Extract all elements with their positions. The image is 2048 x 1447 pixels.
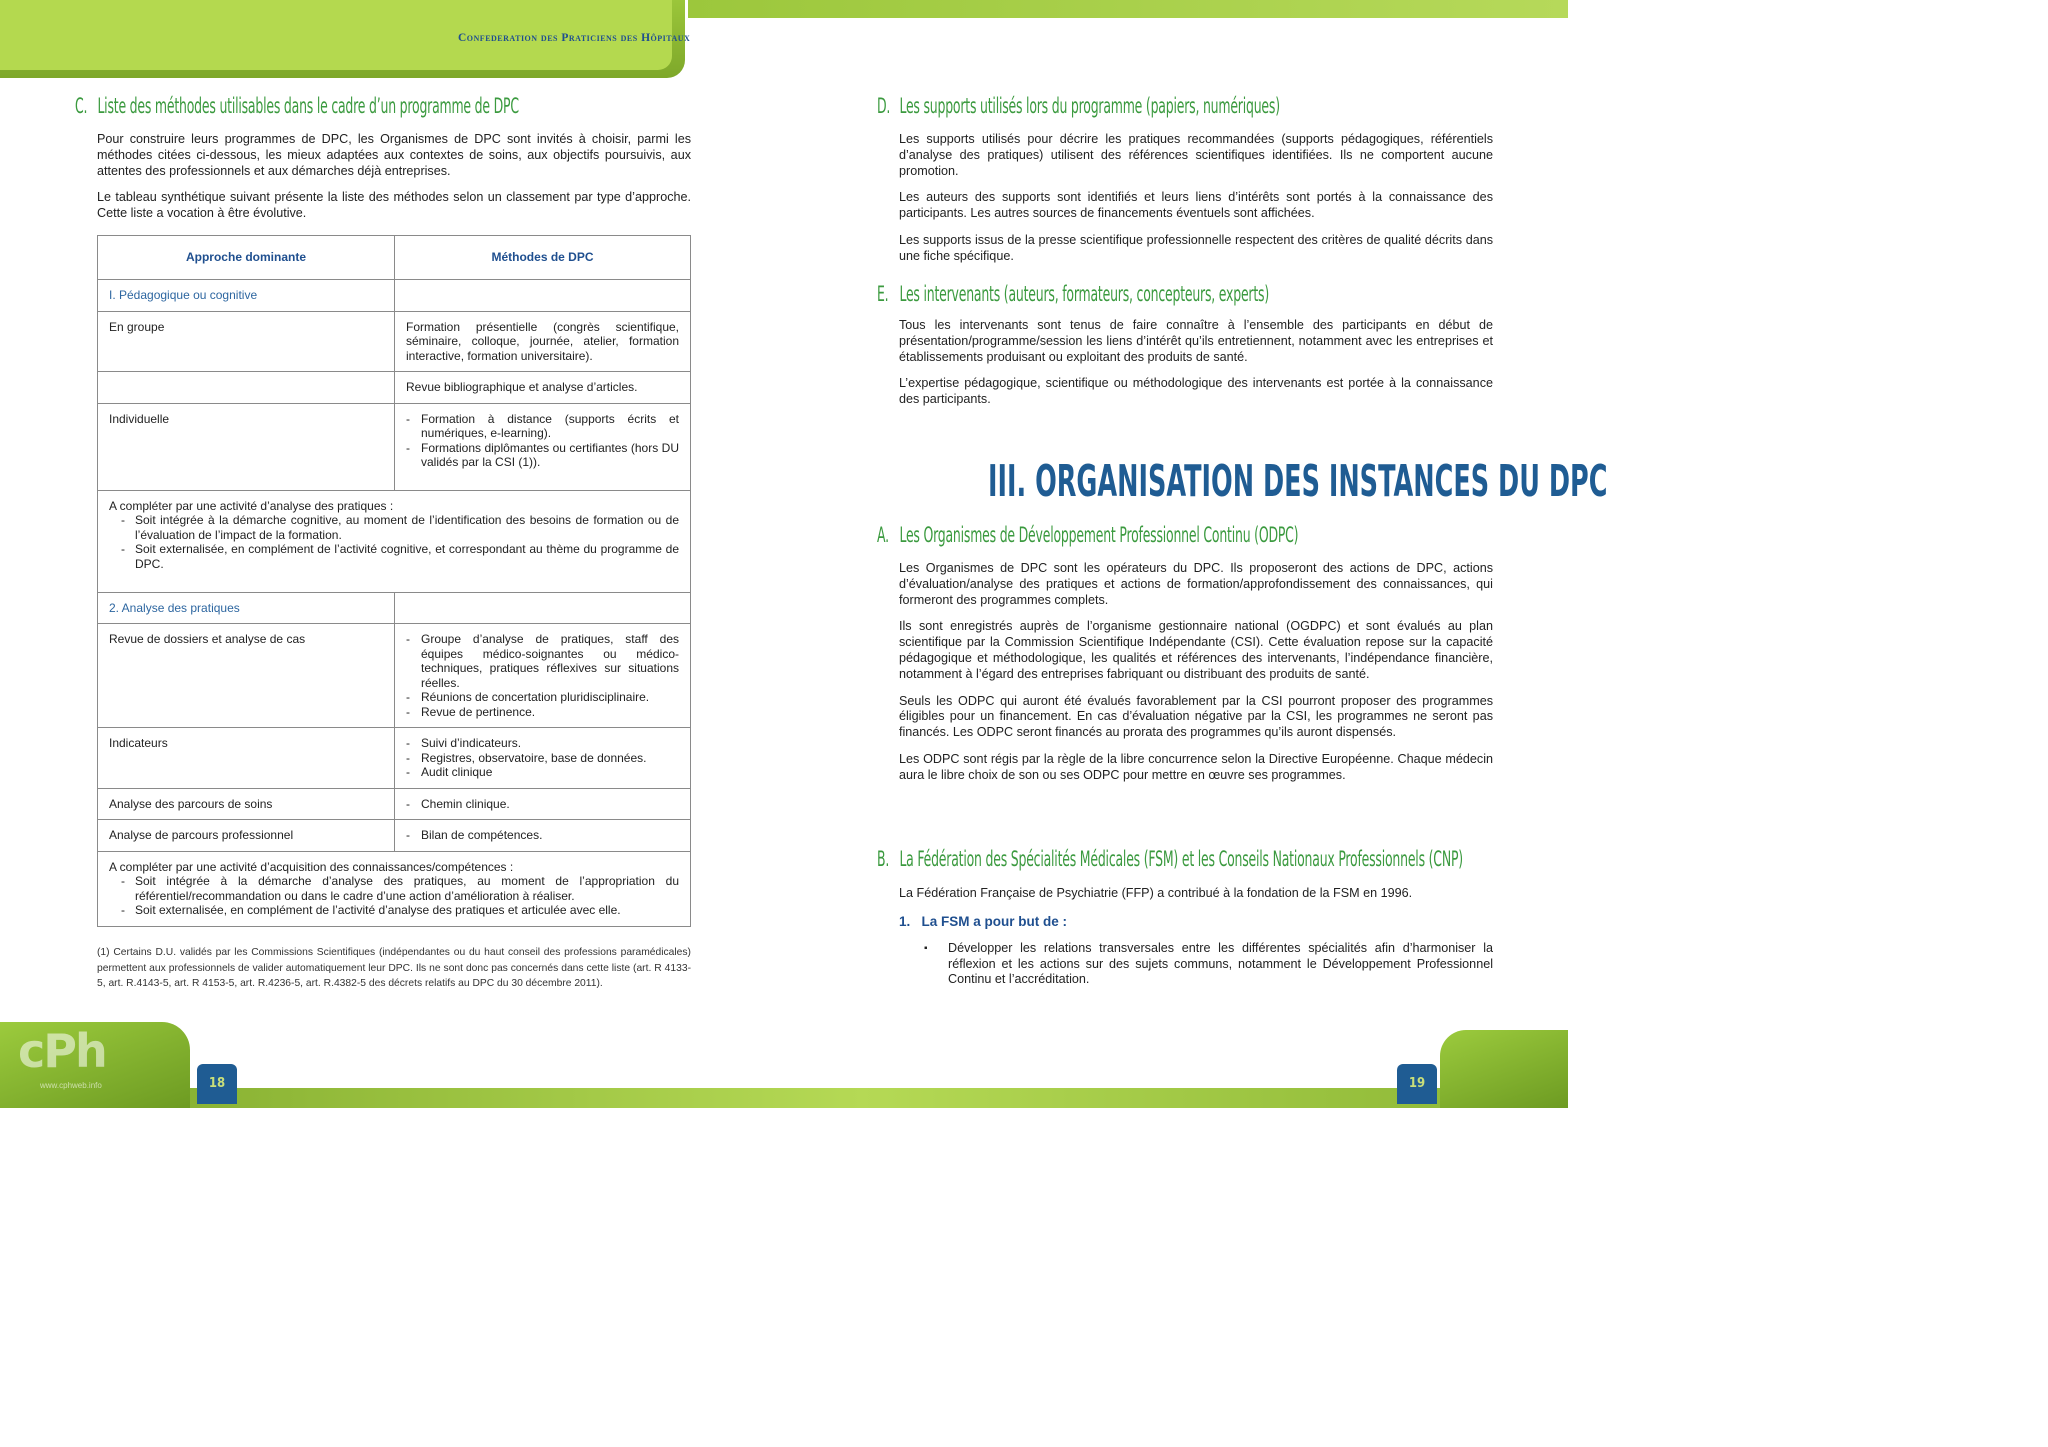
list-item: - Suivi d’indicateurs. bbox=[421, 736, 679, 751]
section-cell: 2. Analyse des pratiques bbox=[98, 592, 395, 624]
paragraph: Les supports utilisés pour décrire les pratiques recommandées (supports pédagogiques, référentiels d’analyse des pratiques) utilisent des références scientifiques identifiées. Ils ne comportent aucune promotion. bbox=[899, 132, 1493, 178]
list-item: - Registres, observatoire, base de données. bbox=[421, 751, 679, 766]
table-header-row bbox=[98, 236, 691, 280]
list-item: - Groupe d’analyse de pratiques, staff des équipes médico-soignantes ou médico-techniques, pratiques réflexives sur situations réelles. bbox=[421, 632, 679, 690]
paragraph: Ils sont enregistrés auprès de l’organisme gestionnaire national (OGDPC) et sont évalués au plan scientifique par la Commission Scientifique Indépendante (CSI). Cette évaluation repose sur la capacité pédagogique et méthodologique, les qualités et références des intervenants, l’indépendance financière, notamment à l’égard des entreprises fabriquant ou distribuant des produits de santé. bbox=[899, 619, 1493, 681]
column-header: Approche dominante bbox=[98, 236, 395, 280]
list-item: - Soit intégrée à la démarche cognitive, au moment de l’identification des besoins de formation ou de l’évaluation de l’impact de la formation. bbox=[135, 513, 679, 542]
part-title: III. ORGANISATION DES INSTANCES DU DPC bbox=[988, 456, 1608, 507]
section-d-heading bbox=[877, 94, 1280, 118]
approach-cell: Analyse des parcours de soins bbox=[98, 788, 395, 820]
section-e-heading bbox=[877, 282, 1269, 306]
method-cell bbox=[395, 788, 691, 820]
paragraph: Les ODPC sont régis par la règle de la libre concurrence selon la Directive Européenne. Chaque médecin aura le libre choix de son ou ses ODPC pour mettre en œuvre ses programmes. bbox=[899, 751, 1493, 782]
page-number-left: 18 bbox=[197, 1064, 237, 1104]
page-number-right: 19 bbox=[1397, 1064, 1437, 1104]
section-b-body bbox=[899, 886, 1493, 988]
section-letter: B. bbox=[877, 847, 890, 871]
note-cell bbox=[98, 851, 691, 926]
bullet-text: Développer les relations transversales entre les différentes spécialités afin d’harmoniser la réflexion et les actions sur des sujets communs, notamment le Développement Professionnel Continu et l’accréditation. bbox=[948, 940, 1493, 987]
list-item: - Audit clinique bbox=[421, 765, 679, 780]
footnote: (1) Certains D.U. validés par les Commissions Scientifiques (indépendantes ou du haut conseil des professions paramédicales) permettent aux professionnels de valider automatiquement leur DPC. Ils ne sont donc pas concernés dans cette liste (art. R 4133-5, art. R.4143-5, art. R 4153-5, art. R.4236-5, art. R.4382-5 des décrets relatifs au DPC du 30 décembre 2011). bbox=[97, 947, 691, 990]
list-item: - Soit intégrée à la démarche d’analyse des pratiques, au moment de l’appropriation du référentiel/recommandation ou dans le cadre d’une action d’amélioration à réaliser. bbox=[135, 874, 679, 903]
footer-corner-right bbox=[1440, 1030, 1568, 1108]
approach-cell: Individuelle bbox=[98, 403, 395, 490]
section-c-heading bbox=[75, 94, 519, 118]
paragraph: La Fédération Française de Psychiatrie (FFP) a contribué à la fondation de la FSM en 1996. bbox=[899, 886, 1413, 900]
empty-cell bbox=[98, 372, 395, 404]
method-cell: Revue bibliographique et analyse d’articles. bbox=[395, 372, 691, 404]
section-letter: A. bbox=[877, 523, 889, 547]
paragraph: Le tableau synthétique suivant présente la liste des méthodes selon un classement par type d’approche. Cette liste a vocation à être évolutive. bbox=[97, 190, 691, 221]
methods-table bbox=[97, 235, 691, 927]
table-row bbox=[98, 592, 691, 624]
table-row bbox=[98, 851, 691, 926]
method-cell bbox=[395, 403, 691, 490]
list-item: - Soit externalisée, en complément de l’activité cognitive, et correspondant au thème du programme de DPC. bbox=[135, 542, 679, 571]
section-a-heading bbox=[877, 523, 1298, 547]
header-band-right bbox=[688, 0, 1568, 18]
paragraph: Seuls les ODPC qui auront été évalués favorablement par la CSI pourront proposer des programmes éligibles pour un financement. En cas d’évaluation négative par la CSI, les programmes ne seront pas financés. Les ODPC seront financés au prorata des programmes qu’ils auront dispensés. bbox=[899, 693, 1493, 740]
list-item: - Chemin clinique. bbox=[421, 797, 679, 812]
table-row bbox=[98, 311, 691, 372]
square-bullet-icon: ▪ bbox=[924, 942, 928, 954]
list-item: - Formations diplômantes ou certifiantes (hors DU validés par la CSI (1)). bbox=[421, 441, 679, 470]
running-header: Confederation des Praticiens des Hôpitaux bbox=[458, 32, 691, 44]
logo-url: www.cphweb.info bbox=[40, 1081, 102, 1090]
table-row bbox=[98, 490, 691, 592]
note-cell bbox=[98, 490, 691, 592]
column-header: Méthodes de DPC bbox=[395, 236, 691, 280]
section-title: Liste des méthodes utilisables dans le cadre d’un programme de DPC bbox=[97, 94, 519, 118]
bullet-item bbox=[899, 941, 1493, 988]
subsection-title: La FSM a pour but de : bbox=[921, 913, 1068, 929]
note-title: A compléter par une activité d’acquisition des connaissances/compétences : bbox=[109, 859, 514, 874]
method-cell bbox=[395, 624, 691, 728]
section-title: Les supports utilisés lors du programme (papiers, numériques) bbox=[899, 94, 1280, 118]
approach-cell: Indicateurs bbox=[98, 728, 395, 789]
subsection-number: 1. bbox=[899, 913, 911, 929]
paragraph: Les supports issus de la presse scientifique professionnelle respectent des critères de qualité décrits dans une fiche spécifique. bbox=[899, 232, 1493, 263]
paragraph: L’expertise pédagogique, scientifique ou méthodologique des intervenants est portée à la connaissance des participants. bbox=[899, 376, 1493, 407]
subsection-heading bbox=[899, 914, 1493, 929]
list-item: - Revue de pertinence. bbox=[421, 705, 679, 720]
section-title: La Fédération des Spécialités Médicales (FSM) et les Conseils Nationaux Professionnels (CNP) bbox=[899, 847, 1463, 871]
list-item: - Formation à distance (supports écrits et numériques, e-learning). bbox=[421, 412, 679, 441]
section-c-body bbox=[97, 132, 691, 222]
section-letter: E. bbox=[877, 282, 889, 306]
section-a-body bbox=[899, 561, 1493, 784]
table-row bbox=[98, 403, 691, 490]
list-item: - Soit externalisée, en complément de l’activité d’analyse des pratiques et articulée avec elle. bbox=[135, 903, 679, 918]
cph-logo: cPh bbox=[18, 1024, 106, 1078]
method-cell: Formation présentielle (congrès scientifique, séminaire, colloque, journée, atelier, formation interactive, formation universitaire). bbox=[395, 311, 691, 372]
paragraph: Les Organismes de DPC sont les opérateurs du DPC. Ils proposeront des actions de DPC, actions d’évaluation/analyse des pratiques et actions de formation/approfondissement des connaissances, qui formeront des programmes complets. bbox=[899, 561, 1493, 607]
list-item: - Réunions de concertation pluridisciplinaire. bbox=[421, 690, 679, 705]
table-row bbox=[98, 788, 691, 820]
empty-cell bbox=[395, 592, 691, 624]
table-row bbox=[98, 728, 691, 789]
table-row bbox=[98, 372, 691, 404]
method-cell bbox=[395, 820, 691, 852]
empty-cell bbox=[395, 280, 691, 312]
note-title: A compléter par une activité d’analyse des pratiques : bbox=[109, 498, 394, 513]
list-item: - Bilan de compétences. bbox=[421, 828, 679, 843]
approach-cell: En groupe bbox=[98, 311, 395, 372]
method-cell bbox=[395, 728, 691, 789]
paragraph: Pour construire leurs programmes de DPC, les Organismes de DPC sont invités à choisir, parmi les méthodes citées ci-dessous, les mieux adaptées aux contextes de soins, aux objectifs poursuivis, aux attentes des professionnels et aux démarches déjà entreprises. bbox=[97, 132, 691, 178]
section-title: Les Organismes de Développement Professionnel Continu (ODPC) bbox=[899, 523, 1299, 547]
section-cell: I. Pédagogique ou cognitive bbox=[98, 280, 395, 312]
section-e-body bbox=[899, 318, 1493, 408]
section-letter: C. bbox=[75, 94, 88, 118]
section-title: Les intervenants (auteurs, formateurs, concepteurs, experts) bbox=[899, 282, 1269, 306]
paragraph: Les auteurs des supports sont identifiés et leurs liens d’intérêts sont portés à la connaissance des participants. Les autres sources de financements éventuels sont affichées. bbox=[899, 190, 1493, 221]
paragraph: Tous les intervenants sont tenus de faire connaître à l’ensemble des participants en début de présentation/programme/session les liens d’intérêt qu’ils entretiennent, notamment avec les entreprises et établissements produisant ou exploitant des produits de santé. bbox=[899, 318, 1493, 364]
table-row bbox=[98, 280, 691, 312]
table-row bbox=[98, 624, 691, 728]
approach-cell: Revue de dossiers et analyse de cas bbox=[98, 624, 395, 728]
section-b-heading bbox=[877, 847, 1463, 871]
table-row bbox=[98, 820, 691, 852]
section-letter: D. bbox=[877, 94, 891, 118]
approach-cell: Analyse de parcours professionnel bbox=[98, 820, 395, 852]
section-d-body bbox=[899, 132, 1493, 265]
